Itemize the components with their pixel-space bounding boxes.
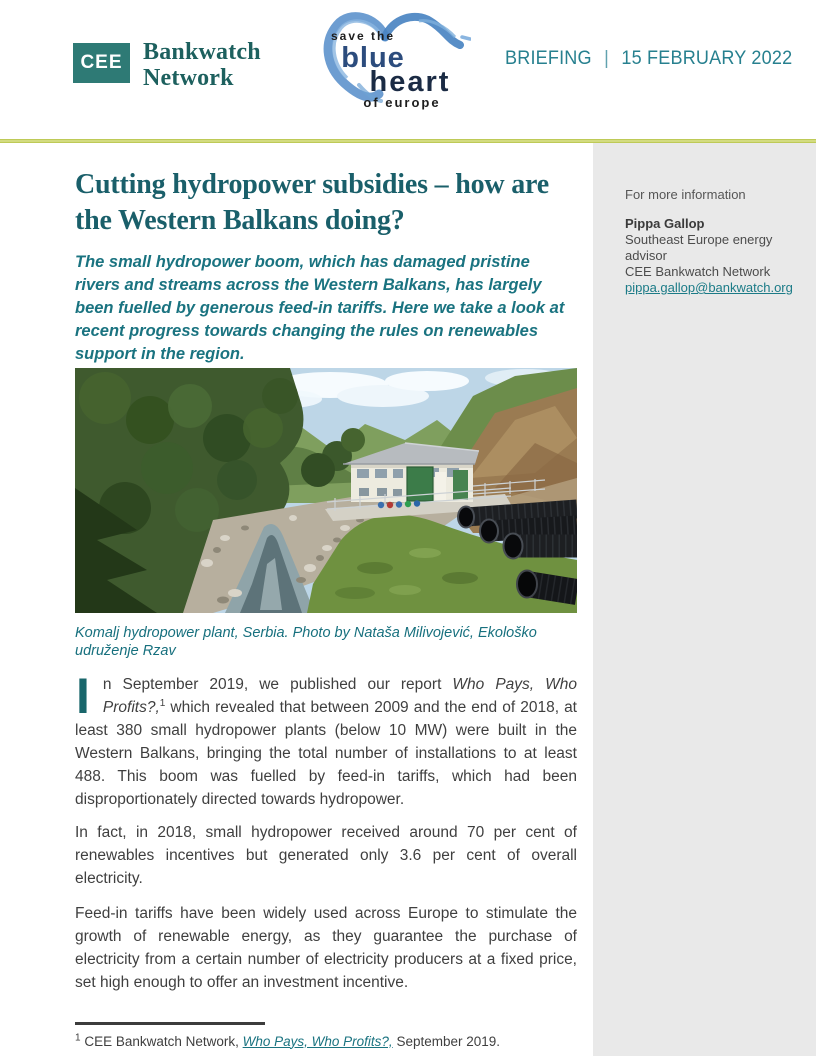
header [0,0,816,139]
cee-logo-text: CEE [80,52,123,73]
paragraph-3: Feed-in tariffs have been widely used across Europe to stimulate the growth of renewable energy, as they guarantee the purchase of electricity from a certain number of electricity producers at a fixed price, set high enough to offer an investment incentive. [75,905,577,991]
dropcap: I [76,668,90,724]
blue-heart-logo-art [299,7,471,113]
photo-art [75,368,577,613]
article-lede: The small hydropower boom, which has damaged pristine rivers and streams across the Western Balkans, has largely been fuelled by generous feed-in tariffs. Here we take a look at recent progress towards changing the rules on renewables support in the region. [75,253,565,363]
footnote-marker: 1 [75,1032,81,1043]
paragraph-1-text-cont: which revealed that between 2009 and the end of 2018, at least 380 small hydropower plants (below 10 MW) were built in the Western Balkans, bringing the total number of installations to at least 488. This boom was fuelled by feed-in tariffs, which had been disproportionately directed towards hydropower. [75,699,577,808]
footnote-pre-text: CEE Bankwatch Network, [80,1033,243,1049]
paragraph-1-text: n September 2019, we published our report [102,676,453,693]
hydropower-plant-photo [75,368,577,613]
briefing-label: BRIEFING [505,48,592,69]
footnote [75,1022,577,1051]
blue-heart-logo [299,7,471,113]
bankwatch-logo-line2: Network [143,65,234,91]
heart-logo-blue: blue [341,42,405,74]
paragraph-2: In fact, in 2018, small hydropower received around 70 per cent of renewables incentives but generated only 3.6 per cent of overall electricity. [75,824,577,887]
article-column [0,143,593,1056]
footnote-text [75,1032,577,1051]
briefing-dateline [505,48,792,70]
footnote-post-text: September 2019. [392,1033,501,1049]
report-title-italic: Who Pays, Who Profits?, [102,676,577,716]
email-link[interactable]: pippa.gallop@bankwatch.org [625,280,793,295]
page-title: Cutting hydropower subsidies – how are the Western Balkans doing? [75,169,549,236]
heart-logo-save-the: save the [330,29,396,43]
contact-org: CEE Bankwatch Network [625,264,771,279]
report-link[interactable]: Who Pays, Who Profits?, [242,1033,393,1049]
photo-caption: Komalj hydropower plant, Serbia. Photo by Nataša Milivojević, Ekološko udruženje Rzav [75,625,537,659]
contact-name: Pippa Gallop [625,216,705,231]
heart-logo-heart: heart [369,66,451,98]
heart-logo-of-europe: of europe [363,95,441,110]
briefing-date: 15 FEBRUARY 2022 [621,48,793,69]
footnote-divider [75,1022,265,1025]
cee-logo [73,43,130,83]
footnote-reference[interactable]: 1 [159,697,166,709]
bankwatch-logo [143,39,261,91]
content-area [0,143,816,1056]
paragraph-1 [75,668,577,811]
info-label: For more information [625,187,746,202]
bankwatch-logo-line1: Bankwatch [143,39,261,65]
briefing-separator: | [604,48,610,69]
contact-role: Southeast Europe energy advisor [625,232,773,263]
sidebar [593,143,816,1056]
